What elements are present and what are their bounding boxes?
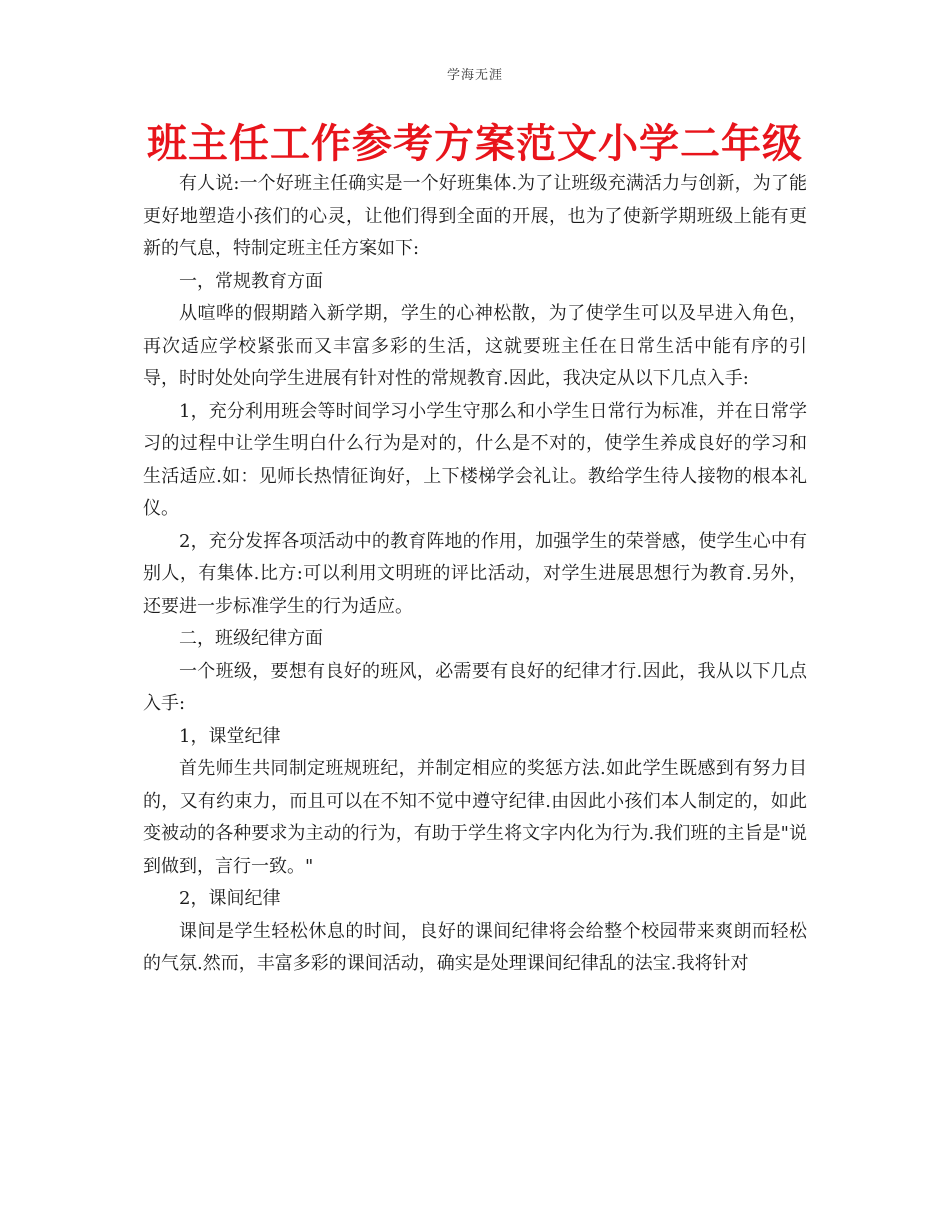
paragraph-item-1: 1，充分利用班会等时间学习小学生守那么和小学生日常行为标准，并在日常学习的过程中让学生明白什么行为是对的，什么是不对的，使学生养成良好的学习和生活适应.如：见师长热情征询好，上下楼梯学会礼让。教给学生待人接物的根本礼仪。 <box>143 400 807 519</box>
paragraph-class-discipline: 一个班级，要想有良好的班风，必需要有良好的纪律才行.因此，我从以下几点入手: <box>143 660 807 714</box>
paragraph-intro: 有人说:一个好班主任确实是一个好班集体.为了让班级充满活力与创新，为了能更好地塑造小孩们的心灵，让他们得到全面的开展，也为了使新学期班级上能有更新的气息，特制定班主任方案如下: <box>143 173 807 259</box>
paragraph-classroom-discipline: 首先师生共同制定班规班纪，并制定相应的奖惩方法.如此学生既感到有努力目的，又有约束力，而且可以在不知不觉中遵守纪律.由因此小孩们本人制定的，如此变被动的各种要求为主动的行为，有助于学生将文字内化为行为.我们班的主旨是"说到做到，言行一致。" <box>143 758 807 877</box>
paragraph-routine-education: 从喧哗的假期踏入新学期，学生的心神松散，为了使学生可以及早进入角色，再次适应学校紧张而又丰富多彩的生活，这就要班主任在日常生活中能有序的引导，时时处处向学生进展有针对性的常规教育.因此，我决定从以下几点入手: <box>143 303 807 389</box>
subheading-classroom-discipline: 1，课堂纪律 <box>179 725 281 747</box>
document-body <box>143 168 807 981</box>
section-heading-routine-education: 一，常规教育方面 <box>179 270 323 292</box>
subheading-break-discipline: 2，课间纪律 <box>179 888 281 909</box>
section-heading-class-discipline: 二，班级纪律方面 <box>179 628 323 649</box>
page-header: 学海无涯 <box>446 68 503 83</box>
paragraph-item-2: 2，充分发挥各项活动中的教育阵地的作用，加强学生的荣誉感，使学生心中有别人，有集体.比方:可以利用文明班的评比活动，对学生进展思想行为教育.另外，还要进一步标准学生的行为适应。 <box>143 530 807 617</box>
paragraph-break-discipline: 课间是学生轻松休息的时间，良好的课间纪律将会给整个校园带来爽朗而轻松的气氛.然而，丰富多彩的课间活动，确实是处理课间纪律乱的法宝.我将针对 <box>143 920 807 974</box>
document-title: 班主任工作参考方案范文小学二年级 <box>147 121 803 167</box>
